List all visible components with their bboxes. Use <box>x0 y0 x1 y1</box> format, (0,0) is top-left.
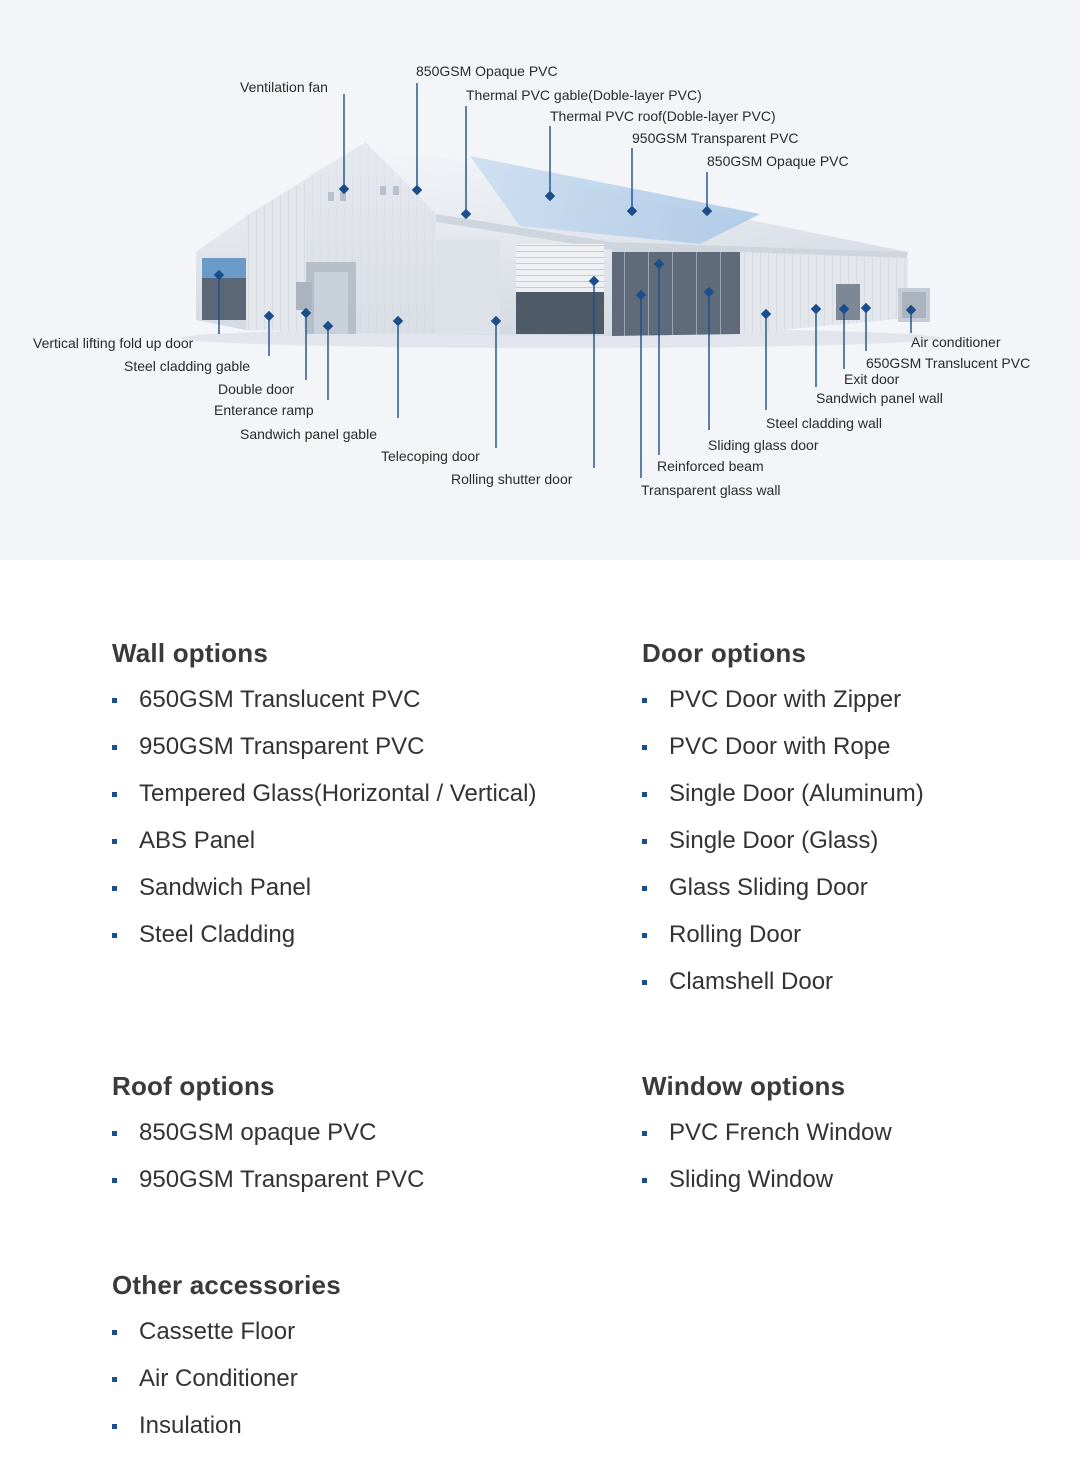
bullet-icon <box>642 792 647 797</box>
list-item: Sandwich Panel <box>112 873 536 920</box>
callout-sandwich-panel-wall: Sandwich panel wall <box>816 390 943 406</box>
window-options-list <box>642 1118 892 1212</box>
bullet-icon <box>112 1131 117 1136</box>
bullet-icon <box>642 886 647 891</box>
callout-reinforced-beam: Reinforced beam <box>657 458 764 474</box>
other-accessories-title: Other accessories <box>112 1270 341 1300</box>
other-accessories-list <box>112 1317 341 1458</box>
door-options-title: Door options <box>642 638 807 668</box>
list-item: Sliding Window <box>642 1165 892 1212</box>
bullet-icon <box>112 1178 117 1183</box>
list-item: Single Door (Aluminum) <box>642 779 924 826</box>
list-item: 650GSM Translucent PVC <box>112 685 536 732</box>
list-item: Tempered Glass(Horizontal / Vertical) <box>112 779 536 826</box>
door-options-list <box>642 685 924 1014</box>
bullet-icon <box>642 980 647 985</box>
bullet-icon <box>112 886 117 891</box>
list-item: PVC Door with Zipper <box>642 685 924 732</box>
callout-entrance-ramp: Enterance ramp <box>214 402 314 418</box>
list-item: 850GSM opaque PVC <box>112 1118 424 1165</box>
wall-options-title: Wall options <box>112 638 268 668</box>
window-options-title: Window options <box>642 1071 846 1101</box>
callout-thermal-gable: Thermal PVC gable(Doble-layer PVC) <box>466 87 702 103</box>
roof-options-list <box>112 1118 424 1212</box>
list-item: 950GSM Transparent PVC <box>112 732 536 779</box>
callout-sliding-glass-door: Sliding glass door <box>708 437 819 453</box>
bullet-icon <box>112 839 117 844</box>
list-item: PVC Door with Rope <box>642 732 924 779</box>
bullet-icon <box>112 1330 117 1335</box>
callout-steel-cladding-gable: Steel cladding gable <box>124 358 251 374</box>
list-item: Single Door (Glass) <box>642 826 924 873</box>
bullet-icon <box>112 1377 117 1382</box>
callout-thermal-roof: Thermal PVC roof(Doble-layer PVC) <box>550 108 776 124</box>
callout-ventilation-fan: Ventilation fan <box>240 79 328 95</box>
window-options <box>642 1066 892 1212</box>
list-item: Steel Cladding <box>112 920 536 967</box>
callout-vertical-lifting-door: Vertical lifting fold up door <box>33 335 194 351</box>
callout-air-conditioner: Air conditioner <box>911 334 1001 350</box>
other-accessories <box>112 1265 341 1458</box>
bullet-icon <box>642 933 647 938</box>
list-item: ABS Panel <box>112 826 536 873</box>
bullet-icon <box>642 745 647 750</box>
bullet-icon <box>642 698 647 703</box>
list-item: Insulation <box>112 1411 341 1458</box>
list-item: Clamshell Door <box>642 967 924 1014</box>
bullet-icon <box>642 839 647 844</box>
structure-diagram <box>0 0 1080 560</box>
callout-telescoping-door: Telecoping door <box>381 448 480 464</box>
bullet-icon <box>642 1178 647 1183</box>
bullet-icon <box>112 792 117 797</box>
callout-exit-door: Exit door <box>844 371 900 387</box>
callout-roof-850-opaque-top: 850GSM Opaque PVC <box>416 63 558 79</box>
callout-transparent-glass-wall: Transparent glass wall <box>641 482 781 498</box>
bullet-icon <box>112 698 117 703</box>
list-item: Air Conditioner <box>112 1364 341 1411</box>
bullet-icon <box>112 745 117 750</box>
list-item: PVC French Window <box>642 1118 892 1165</box>
callout-transparent-950: 950GSM Transparent PVC <box>632 130 799 146</box>
wall-options-list <box>112 685 536 967</box>
door-options <box>642 633 924 1014</box>
callout-double-door: Double door <box>218 381 295 397</box>
wall-options <box>112 633 536 967</box>
callout-steel-cladding-wall: Steel cladding wall <box>766 415 882 431</box>
callout-sandwich-panel-gable: Sandwich panel gable <box>240 426 377 442</box>
options-section <box>0 560 1080 1441</box>
roof-options-title: Roof options <box>112 1071 275 1101</box>
list-item: Rolling Door <box>642 920 924 967</box>
bullet-icon <box>642 1131 647 1136</box>
bullet-icon <box>112 933 117 938</box>
bullet-icon <box>112 1424 117 1429</box>
callout-roof-850-opaque-right: 850GSM Opaque PVC <box>707 153 849 169</box>
list-item: 950GSM Transparent PVC <box>112 1165 424 1212</box>
callout-translucent-650: 650GSM Translucent PVC <box>866 355 1031 371</box>
list-item: Cassette Floor <box>112 1317 341 1364</box>
roof-options <box>112 1066 424 1212</box>
callout-rolling-shutter-door: Rolling shutter door <box>451 471 573 487</box>
list-item: Glass Sliding Door <box>642 873 924 920</box>
